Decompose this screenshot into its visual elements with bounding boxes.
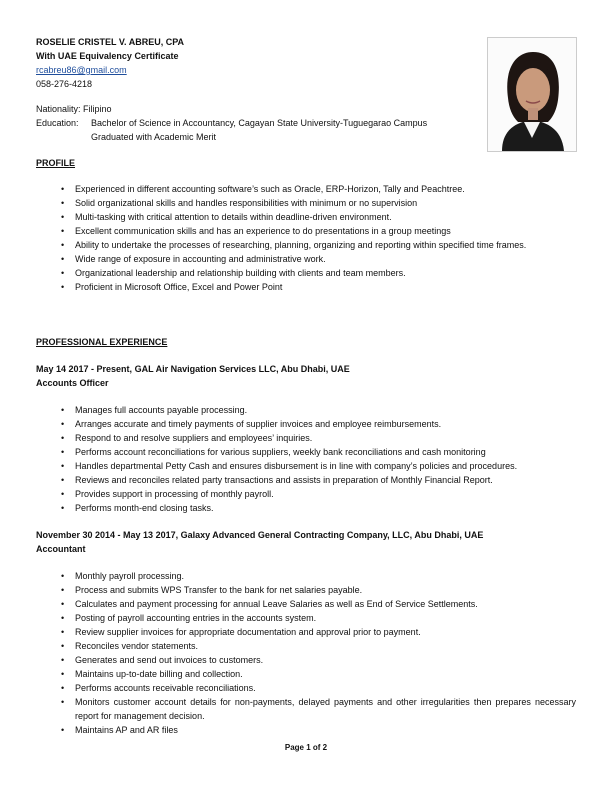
job-role: Accountant <box>36 544 86 554</box>
bullet-text: Multi-tasking with critical attention to details within deadline-driven environment. <box>75 212 392 222</box>
bullet-item <box>36 501 576 515</box>
bullet-item <box>36 431 576 445</box>
job-company: GAL Air Navigation Services LLC, Abu Dhabi, UAE <box>134 364 350 374</box>
section-heading: PROFESSIONAL EXPERIENCE <box>36 337 168 347</box>
bullet-icon: • <box>61 683 65 693</box>
bullet-icon: • <box>61 599 65 609</box>
bullet-item <box>36 473 576 487</box>
page-number: Page 1 of 2 <box>284 743 328 752</box>
bullet-item <box>36 417 576 431</box>
bullet-text: Excellent communication skills and has an experience to do presentations in a group meetings <box>75 226 451 236</box>
bullet-item <box>36 280 576 294</box>
job-2 <box>36 528 576 556</box>
bullet-icon: • <box>61 419 65 429</box>
bullet-icon: • <box>61 433 65 443</box>
bullet-item <box>36 569 576 583</box>
job-company: Galaxy Advanced General Contracting Company, LLC, Abu Dhabi, UAE <box>180 530 484 540</box>
bullet-text: Ability to undertake the processes of researching, planning, organizing and reporting within specified time frames. <box>75 240 527 250</box>
bullet-icon: • <box>61 282 65 292</box>
bullet-item <box>36 266 576 280</box>
bullet-icon: • <box>61 627 65 637</box>
job-1-duties <box>36 403 576 515</box>
bullet-icon: • <box>61 655 65 665</box>
job-period: May 14 2017 - Present, <box>36 364 133 374</box>
bullet-text: Experienced in different accounting software’s such as Oracle, ERP-Horizon, Tally and Peachtree. <box>75 184 465 194</box>
bullet-item <box>36 252 576 266</box>
bullet-text: Respond to and resolve suppliers and employees’ inquiries. <box>75 433 313 443</box>
bullet-text: Arranges accurate and timely payments of supplier invoices and employee reimbursements. <box>75 419 442 429</box>
bullet-text: Performs accounts receivable reconciliations. <box>75 683 256 693</box>
bullet-item <box>36 459 576 473</box>
bullet-item <box>36 695 576 723</box>
bullet-text: Posting of payroll accounting entries in the accounts system. <box>75 613 317 623</box>
profile-list <box>36 182 576 294</box>
bullet-text: Reviews and reconciles related party transactions and assists in preparation of Monthly Financial Report. <box>75 475 493 485</box>
bullet-text: Proficient in Microsoft Office, Excel and Power Point <box>75 282 283 292</box>
bullet-text: Provides support in processing of monthly payroll. <box>75 489 274 499</box>
bullet-icon: • <box>61 226 65 236</box>
bullet-text: Organizational leadership and relationship building with clients and team members. <box>75 268 406 278</box>
bullet-icon: • <box>61 405 65 415</box>
bullet-text: Handles departmental Petty Cash and ensures disbursement is in line with company’s policies and procedures. <box>75 461 518 471</box>
bullet-text: Maintains AP and AR files <box>75 725 178 735</box>
bullet-icon: • <box>61 725 65 735</box>
bullet-text: Review supplier invoices for appropriate documentation and approval prior to payment. <box>75 627 421 637</box>
bullet-item <box>36 625 576 639</box>
phone-number: 058-276-4218 <box>36 79 93 89</box>
job-role: Accounts Officer <box>36 378 109 388</box>
candidate-name: ROSELIE CRISTEL V. ABREU, CPA <box>36 37 185 47</box>
bullet-icon: • <box>61 697 65 707</box>
bullet-icon: • <box>61 489 65 499</box>
bullet-icon: • <box>61 447 65 457</box>
certificate-line: With UAE Equivalency Certificate <box>36 51 179 61</box>
bullet-icon: • <box>61 641 65 651</box>
bullet-item <box>36 210 576 224</box>
profile-title <box>36 156 576 170</box>
job-period: November 30 2014 - May 13 2017, <box>36 530 179 540</box>
email-link[interactable]: rcabreu86@gmail.com <box>36 65 127 75</box>
bullet-text: Performs month-end closing tasks. <box>75 503 214 513</box>
bullet-icon: • <box>61 212 65 222</box>
bullet-text: Generates and send out invoices to customers. <box>75 655 264 665</box>
bullet-icon: • <box>61 184 65 194</box>
bullet-text: Solid organizational skills and handles responsibilities with minimum or no supervision <box>75 198 418 208</box>
bullet-text: Reconciles vendor statements. <box>75 641 199 651</box>
bullet-item <box>36 681 576 695</box>
bullet-item <box>36 653 576 667</box>
bullet-item <box>36 583 576 597</box>
bullet-item <box>36 597 576 611</box>
bullet-icon: • <box>61 503 65 513</box>
bullet-icon: • <box>61 585 65 595</box>
bullet-icon: • <box>61 254 65 264</box>
bullet-text: Process and submits WPS Transfer to the bank for net salaries payable. <box>75 585 363 595</box>
bullet-icon: • <box>61 475 65 485</box>
bullet-icon: • <box>61 198 65 208</box>
bullet-text: Maintains up-to-date billing and collection. <box>75 669 243 679</box>
bullet-icon: • <box>61 240 65 250</box>
section-heading: PROFILE <box>36 158 76 168</box>
bullet-icon: • <box>61 613 65 623</box>
bullet-item <box>36 403 576 417</box>
bullet-text: Monthly payroll processing. <box>75 571 185 581</box>
nationality: Nationality: Filipino <box>36 104 112 114</box>
bullet-text: Wide range of exposure in accounting and administrative work. <box>75 254 326 264</box>
bullet-item <box>36 667 576 681</box>
education-degree: Bachelor of Science in Accountancy, Cagayan State University-Tuguegarao Campus <box>91 118 428 128</box>
bullet-item <box>36 611 576 625</box>
bullet-item <box>36 723 576 737</box>
profile-photo <box>487 37 577 152</box>
bullet-item <box>36 445 576 459</box>
bullet-text: Calculates and payment processing for annual Leave Salaries as well as End of Service Settlements. <box>75 599 478 609</box>
bullet-item <box>36 238 576 252</box>
bullet-item <box>36 224 576 238</box>
job-1 <box>36 362 576 390</box>
bullet-text: Manages full accounts payable processing. <box>75 405 248 415</box>
education-label: Education: <box>36 118 79 128</box>
bullet-icon: • <box>61 669 65 679</box>
bullet-text: Monitors customer account details for non-payments, delayed payments and other irregularities then prepares necessary report for management decision. <box>75 697 576 721</box>
bullet-item <box>36 182 576 196</box>
bullet-icon: • <box>61 461 65 471</box>
experience-title <box>36 335 576 349</box>
bullet-icon: • <box>61 268 65 278</box>
bullet-item <box>36 639 576 653</box>
bullet-icon: • <box>61 571 65 581</box>
job-2-duties <box>36 569 576 737</box>
bullet-item <box>36 487 576 501</box>
bullet-text: Performs account reconciliations for various suppliers, weekly bank reconciliations and cash monitoring <box>75 447 486 457</box>
bullet-item <box>36 196 576 210</box>
education-honor: Graduated with Academic Merit <box>91 132 217 142</box>
